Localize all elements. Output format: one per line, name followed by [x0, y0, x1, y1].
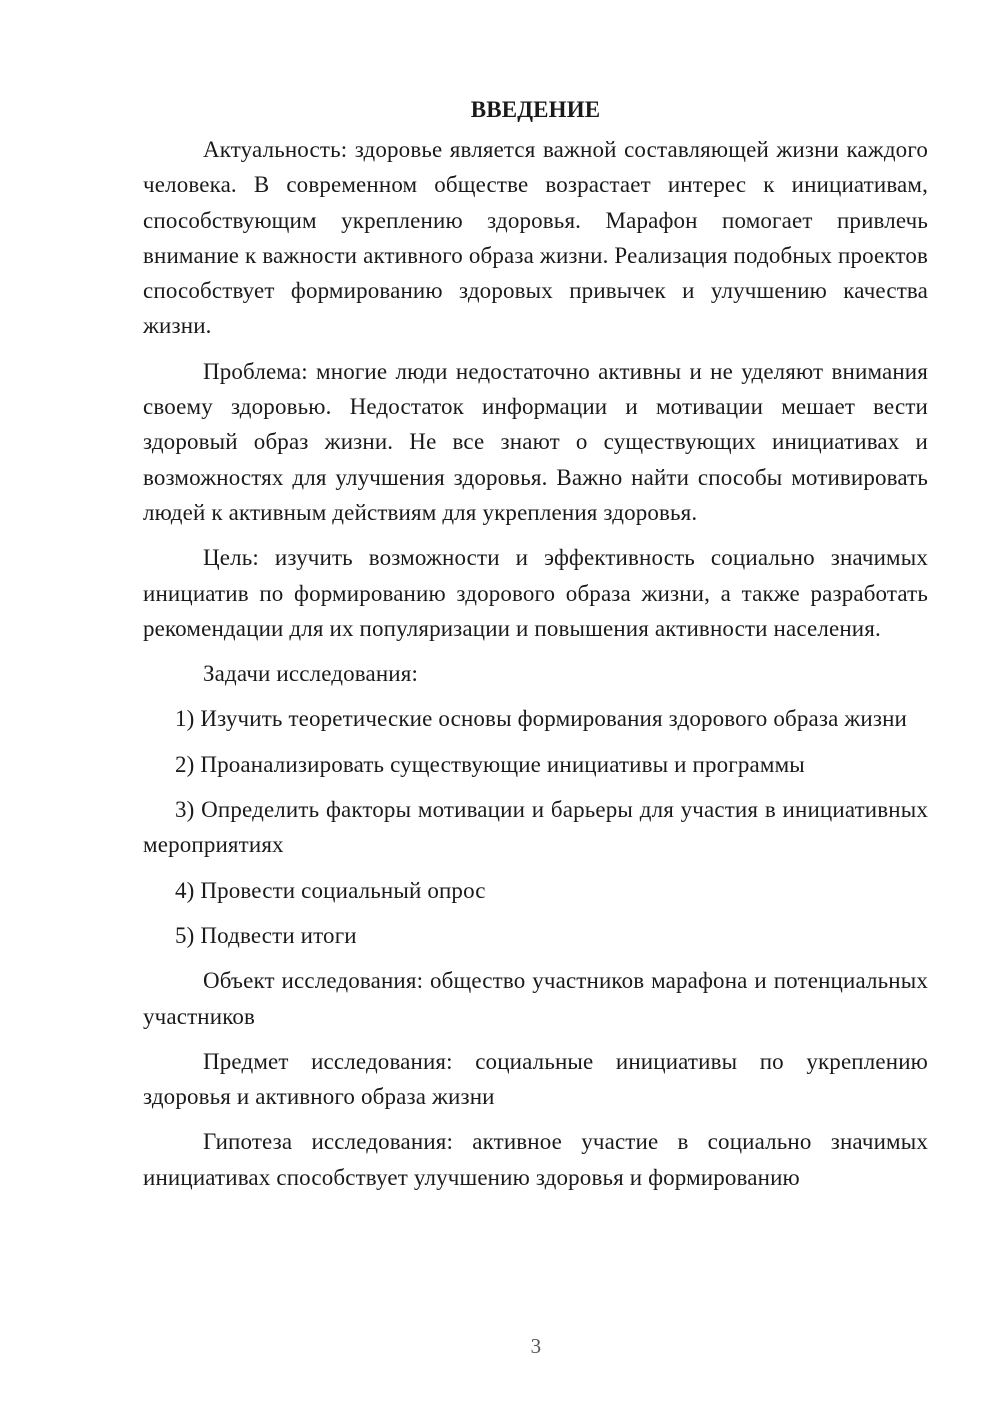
paragraph-relevance: Актуальность: здоровье является важной составляющей жизни каждого человека. В современном обществе возрастает интерес к инициативам, способствующим укреплению здоровья. Марафон помогает привлечь внимание к важности активного образа жизни. Реализация подобных проектов способствует формированию здоровых привычек и улучшению качества жизни.: [143, 137, 928, 339]
paragraph-tasks-heading: Задачи исследования:: [203, 661, 419, 687]
paragraph-problem: Проблема: многие люди недостаточно активны и не уделяют внимания своему здоровью. Недостаток информации и мотивации мешает вести здоровый образ жизни. Не все знают о существующих инициативах и возможностях для улучшения здоровья. Важно найти способы мотивировать людей к активным действиям для укрепления здоровья.: [143, 358, 928, 525]
task-item: 4) Провести социальный опрос: [175, 877, 486, 903]
page-content: [143, 92, 928, 1205]
paragraph-object: Объект исследования: общество участников марафона и потенциальных участников: [143, 968, 928, 1029]
paragraph-goal: Цель: изучить возможности и эффективность социально значимых инициатив по формированию здорового образа жизни, а также разработать рекомендации для их популяризации и повышения активности населения.: [143, 545, 928, 641]
task-item: 5) Подвести итоги: [175, 922, 357, 948]
task-item: 2) Проанализировать существующие инициативы и программы: [175, 751, 805, 777]
task-item: 3) Определить факторы мотивации и барьеры для участия в инициативных мероприятиях: [143, 797, 928, 858]
task-list: [143, 701, 928, 953]
section-title: ВВЕДЕНИЕ: [470, 97, 601, 122]
task-item: 1) Изучить теоретические основы формирования здорового образа жизни: [175, 706, 907, 732]
paragraph-subject: Предмет исследования: социальные инициативы по укреплению здоровья и активного образа жизни: [143, 1048, 928, 1110]
paragraph-hypothesis: Гипотеза исследования: активное участие в социально значимых инициативах способствует улучшению здоровья и формированию: [143, 1129, 928, 1190]
page-number: 3: [530, 1334, 542, 1358]
